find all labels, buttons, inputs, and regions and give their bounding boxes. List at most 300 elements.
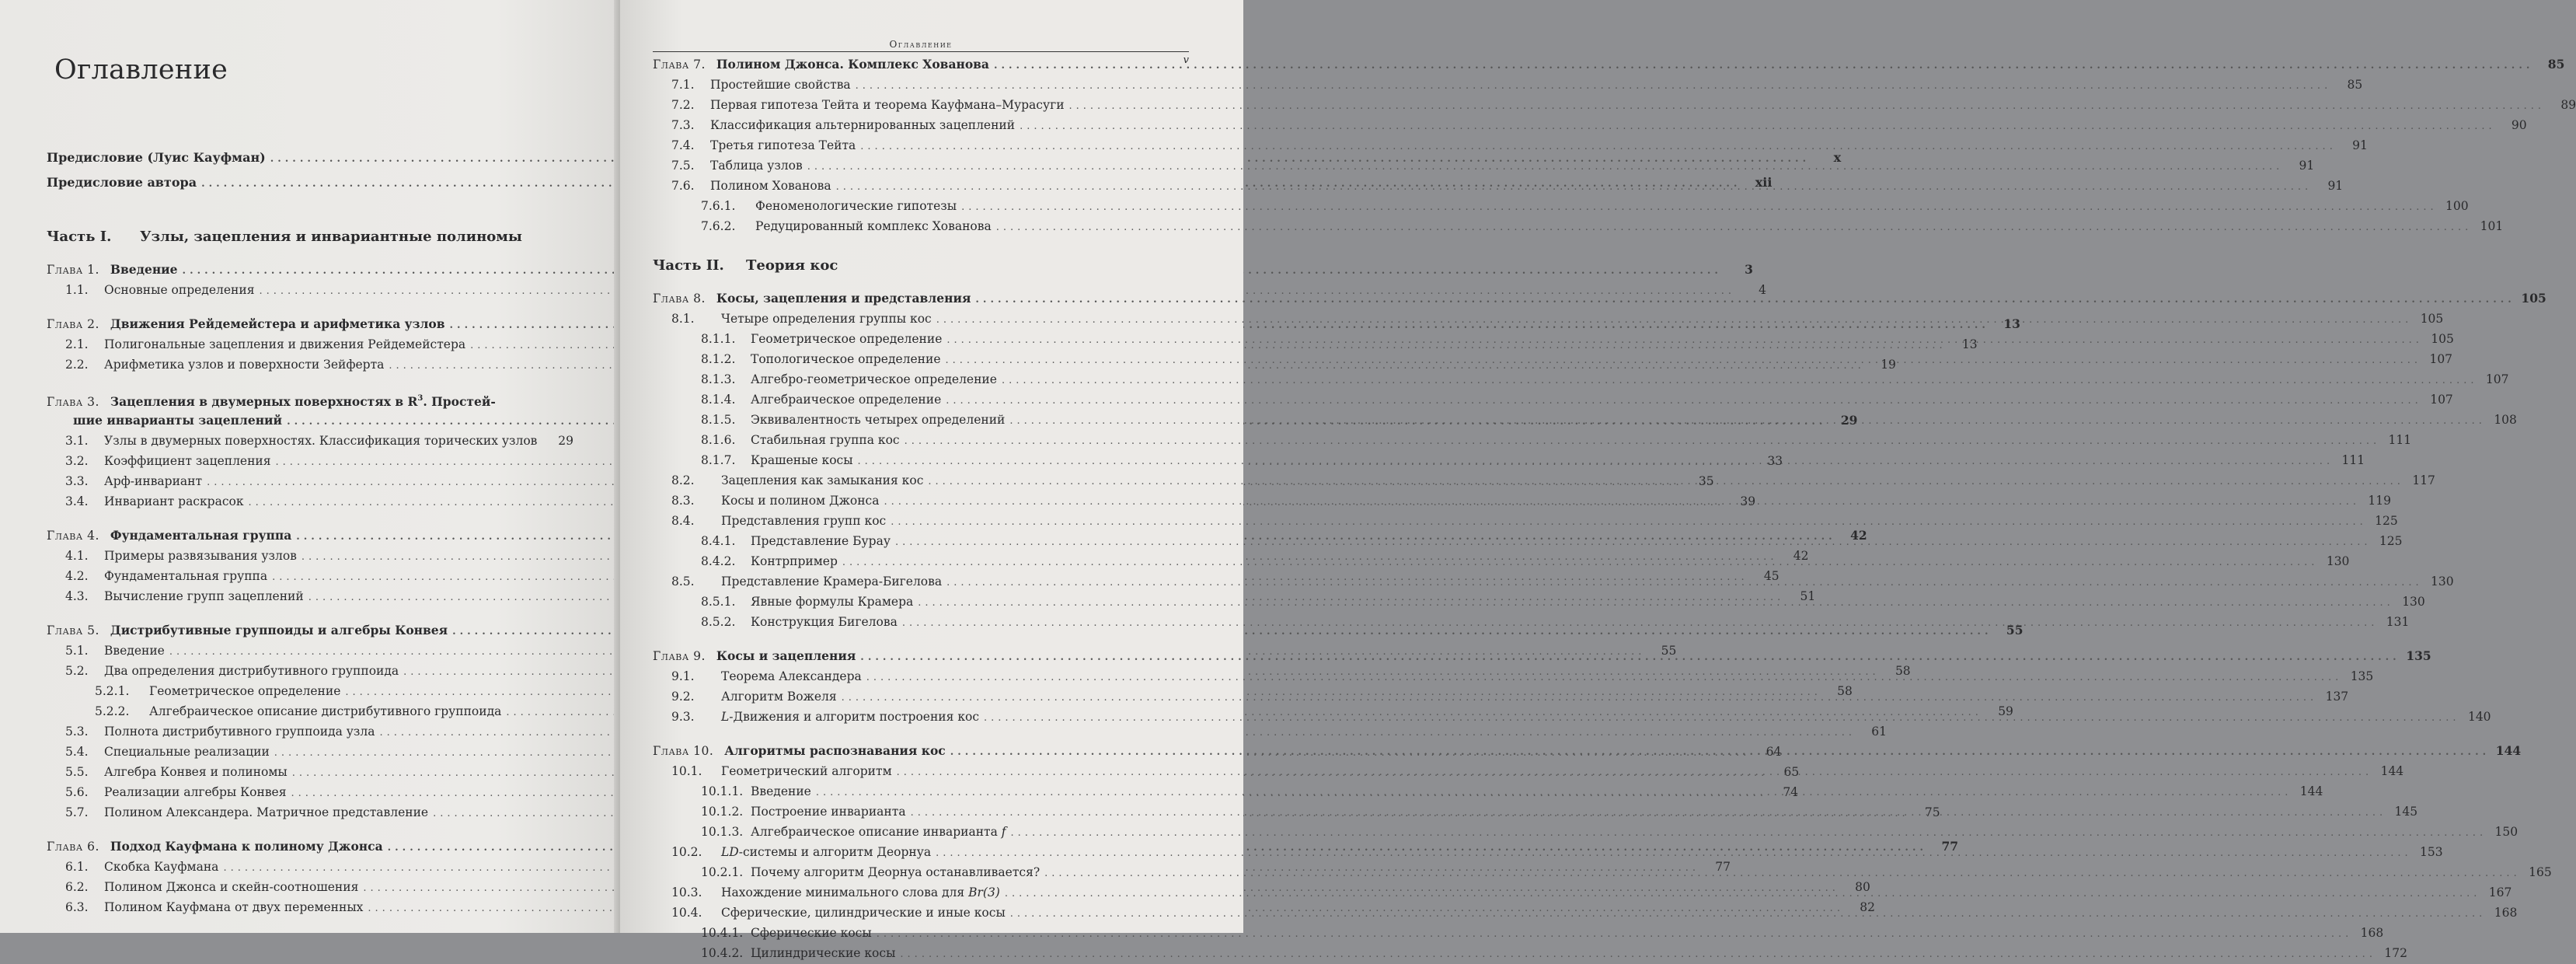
section-number: 8.4.1.	[701, 534, 736, 548]
section-number: 3.4.	[65, 494, 89, 508]
chapter-title: Косы, зацепления и представления	[716, 291, 971, 306]
section-title: Алгебро-геометрическое определение	[751, 372, 997, 386]
section-title: Конструкция Бигелова	[751, 615, 898, 629]
section-page: 135	[2350, 669, 2374, 683]
section-title: Зацепления как замыкания кос	[721, 473, 924, 487]
section-title: Полнота дистрибутивного группоида узла	[104, 725, 375, 739]
section-title: Редуцированный комплекс Хованова	[755, 219, 992, 233]
section-number: 7.2.	[671, 98, 695, 112]
section-page: 153	[2420, 845, 2443, 859]
section-page: 101	[2480, 219, 2504, 233]
section-title: Алгебраическое определение	[751, 393, 942, 407]
chapter-title-part: Зацепления в двумерных поверхностях в R	[110, 394, 418, 409]
section-title-text	[751, 863, 1040, 882]
chapter-heading	[47, 389, 573, 411]
section-title-text	[751, 532, 891, 550]
section-page: 168	[2360, 926, 2384, 940]
section-title: Четыре определения группы кос	[721, 312, 932, 326]
section-title-text	[104, 898, 363, 917]
section-page: 51	[1800, 589, 1816, 603]
section-title: Сферические, цилиндрические и иные косы	[721, 906, 1006, 920]
section-title-text	[104, 763, 288, 781]
section-title-text	[149, 682, 340, 700]
section-title: Нахождение минимального слова для	[721, 885, 965, 899]
section-number: 4.1.	[65, 549, 89, 563]
section-page: 131	[2386, 615, 2410, 629]
subsection-entry	[653, 552, 2350, 572]
section-number: 6.1.	[65, 860, 89, 874]
part-title: Узлы, зацепления и инвариантные полиномы	[140, 229, 522, 245]
chapter-heading	[653, 55, 2565, 75]
preface-title: Предисловие (Луис Кауфман)	[47, 150, 266, 165]
chapter-label: Глава 7.	[653, 58, 706, 72]
section-number: 10.3.	[671, 885, 702, 899]
preface-page: x	[1833, 150, 1842, 165]
section-number: 5.6.	[65, 785, 89, 799]
section-number: 9.2.	[671, 690, 695, 704]
section-title: Топологическое определение	[751, 352, 941, 366]
section-title: Основные определения	[104, 283, 255, 297]
chapter-label: Глава 6.	[47, 840, 99, 854]
section-number: 8.5.1.	[701, 595, 736, 609]
chapter-title: Дистрибутивные группоиды и алгебры Конвея	[110, 623, 448, 637]
chapter-title-part: шие инварианты зацеплений	[73, 413, 283, 428]
section-number: 5.3.	[65, 725, 89, 739]
section-title-text	[104, 472, 202, 491]
chapter-heading-text	[47, 837, 383, 856]
section-title-text	[721, 471, 923, 490]
section-title: Косы и полином Джонса	[721, 494, 880, 508]
section-title-text	[104, 722, 375, 741]
section-page: 80	[1855, 880, 1870, 894]
section-page: 55	[1661, 644, 1677, 658]
section-number: 7.1.	[671, 78, 695, 92]
section-number: 3.2.	[65, 454, 89, 468]
section-number: 10.2.1.	[701, 865, 744, 879]
chapter-page: 135	[2406, 648, 2431, 663]
section-title-text	[721, 512, 886, 530]
section-page: 65	[1783, 765, 1800, 779]
subsection-entry	[653, 823, 2518, 843]
section-page: 125	[2379, 534, 2403, 548]
page-title: Оглавление	[54, 54, 228, 86]
section-title-text	[104, 547, 297, 565]
section-title-text	[104, 587, 304, 606]
section-number: 6.3.	[65, 900, 89, 914]
section-page: 42	[1793, 549, 1809, 563]
section-number: 10.4.1.	[701, 926, 744, 940]
section-title: Контрпример	[751, 554, 838, 568]
section-entry	[47, 722, 1888, 742]
section-number: 8.2.	[671, 473, 695, 487]
section-page: 125	[2375, 514, 2398, 528]
section-page: 117	[2412, 473, 2435, 487]
subsection-entry	[653, 924, 2384, 944]
section-page: 107	[2430, 393, 2453, 407]
section-number: 9.1.	[671, 669, 695, 683]
section-title: Полином Хованова	[710, 179, 831, 193]
section-title-text	[751, 390, 941, 409]
section-title-text	[104, 567, 267, 585]
section-number: 8.4.	[671, 514, 695, 528]
section-page: 58	[1895, 664, 1911, 678]
section-title-text	[751, 330, 942, 348]
section-title: -системы и алгоритм Деорнуа	[738, 845, 932, 859]
section-title-text	[755, 217, 992, 236]
section-title: Полином Александера. Матричное представление	[104, 805, 429, 819]
chapter-heading-text	[653, 647, 856, 665]
section-title-text	[721, 843, 931, 861]
section-page: 74	[1783, 785, 1799, 799]
section-entry	[653, 512, 2398, 532]
section-number: 2.1.	[65, 337, 89, 351]
subsection-entry	[653, 197, 2469, 217]
section-page: 35	[1698, 474, 1714, 488]
chapter-title-part: . Простей-	[423, 394, 496, 409]
section-title-text	[104, 452, 271, 470]
section-math: f	[997, 825, 1006, 839]
section-title: Представления групп кос	[721, 514, 887, 528]
section-page: 82	[1860, 900, 1875, 914]
section-page: 19	[1881, 358, 1896, 372]
section-title: Простейшие свойства	[710, 78, 851, 92]
section-page: 144	[2299, 784, 2323, 798]
chapter-label: Глава 4.	[47, 529, 99, 543]
chapter-title: Введение	[110, 262, 178, 277]
section-title-text	[751, 592, 913, 611]
section-number: 10.4.2.	[701, 946, 744, 960]
chapter-heading-text	[47, 315, 445, 334]
section-title: Фундаментальная группа	[104, 569, 268, 583]
section-number: 10.1.3.	[701, 825, 744, 839]
section-number: 8.1.2.	[701, 352, 736, 366]
section-title: Представление Бурау	[751, 534, 891, 548]
section-title: Два определения дистрибутивного группоида	[104, 664, 399, 678]
section-title: Сферические косы	[751, 926, 872, 940]
section-number: 7.4.	[671, 138, 695, 152]
section-page: 108	[2494, 413, 2517, 427]
section-title: Алгебраическое описание дистрибутивного группоида	[149, 704, 502, 718]
section-title-text	[751, 350, 941, 368]
section-number: 10.2.	[671, 845, 702, 859]
section-title-text	[751, 552, 838, 571]
section-title-text	[104, 431, 537, 450]
section-title: Алгоритм Вожеля	[721, 690, 837, 704]
section-page: 130	[2326, 554, 2350, 568]
section-math: Br(3)	[964, 885, 1000, 899]
section-title: Полигональные зацепления и движения Рейдемейстера	[104, 337, 466, 351]
chapter-heading-text	[47, 621, 448, 640]
section-title: Арифметика узлов и поверхности Зейферта	[104, 358, 385, 372]
section-number: 7.6.	[671, 179, 695, 193]
part-label: Часть II.	[653, 257, 724, 274]
section-title-text	[710, 116, 1015, 134]
section-page: 105	[2431, 332, 2454, 346]
section-page: 130	[2402, 595, 2425, 609]
section-title-text	[104, 355, 384, 374]
section-page: 91	[2352, 138, 2368, 152]
subsection-entry	[653, 431, 2412, 451]
section-title-text	[721, 309, 932, 328]
section-title-text	[751, 924, 872, 942]
section-title: Представление Крамера-Бигелова	[721, 575, 943, 589]
section-page: 140	[2467, 710, 2491, 724]
section-number: 8.1.4.	[701, 393, 736, 407]
section-page: 91	[2299, 159, 2315, 173]
section-title: Коэффициент зацепления	[104, 454, 271, 468]
section-number: 10.1.1.	[701, 784, 744, 798]
section-number: 3.3.	[65, 474, 89, 488]
section-page: 89	[2560, 98, 2576, 112]
section-page: 144	[2380, 764, 2404, 778]
section-page: 172	[2384, 946, 2407, 960]
section-title: Полином Кауфмана от двух переменных	[104, 900, 364, 914]
section-title: Стабильная группа кос	[751, 433, 900, 447]
chapter-heading-text	[47, 260, 178, 279]
subsection-entry	[653, 592, 2425, 613]
section-title-text	[104, 281, 254, 299]
section-number: 8.1.	[671, 312, 695, 326]
section-number: 10.1.	[671, 764, 702, 778]
section-page: 130	[2431, 575, 2454, 589]
section-title-text	[721, 687, 837, 706]
section-number: 8.1.5.	[701, 413, 736, 427]
section-number: 2.2.	[65, 358, 89, 372]
section-title: Вычисление групп зацеплений	[104, 589, 304, 603]
chapter-heading-text	[653, 289, 971, 308]
section-title-text	[104, 335, 465, 354]
section-number: 9.3.	[671, 710, 695, 724]
section-title-text	[104, 492, 244, 511]
chapter-label: Глава 10.	[653, 744, 714, 758]
section-title: Первая гипотеза Тейта и теорема Кауфмана–Мурасуги	[710, 98, 1065, 112]
section-title-text	[751, 451, 853, 470]
section-title: Введение	[104, 644, 165, 658]
section-title: Геометрическое определение	[149, 684, 341, 698]
section-number: 7.5.	[671, 159, 695, 173]
section-math: L	[721, 710, 730, 724]
section-title: Феноменологические гипотезы	[755, 199, 957, 213]
section-page: 45	[1763, 569, 1779, 583]
section-title-text	[104, 803, 428, 822]
section-entry	[653, 96, 2576, 116]
section-number: 8.1.6.	[701, 433, 736, 447]
section-title: Геометрическое определение	[751, 332, 943, 346]
section-number: 8.1.3.	[701, 372, 736, 386]
section-number: 6.2.	[65, 880, 89, 894]
section-entry	[47, 431, 573, 452]
section-title: Теорема Александера	[721, 669, 862, 683]
chapter-heading-text	[653, 742, 946, 760]
section-page: 59	[1998, 704, 2013, 718]
section-page: 145	[2394, 805, 2418, 819]
section-page: 111	[2388, 433, 2412, 447]
section-title: Специальные реализации	[104, 745, 270, 759]
section-title: Введение	[751, 784, 811, 798]
section-title-text	[104, 662, 399, 680]
part-title: Теория кос	[746, 257, 838, 274]
section-title: Арф-инвариант	[104, 474, 203, 488]
preface-page: xii	[1755, 175, 1773, 190]
section-page: 39	[1740, 494, 1756, 508]
section-page: 13	[1961, 337, 1978, 351]
section-title-text	[710, 156, 803, 175]
section-title: Построение инварианта	[751, 805, 906, 819]
chapter-title: Полином Джонса. Комплекс Хованова	[716, 57, 989, 72]
section-title-text	[751, 613, 898, 631]
section-number: 8.5.	[671, 575, 695, 589]
section-title-text	[751, 410, 1005, 429]
section-page: 29	[558, 434, 573, 448]
part-heading	[47, 229, 573, 245]
section-title-text	[755, 197, 957, 215]
chapter-label: Глава 8.	[653, 292, 706, 306]
section-number: 8.5.2.	[701, 615, 736, 629]
section-title-text	[710, 176, 831, 195]
section-page: 64	[1766, 745, 1782, 759]
chapter-heading	[653, 289, 2546, 309]
section-title: Реализации алгебры Конвея	[104, 785, 287, 799]
section-entry	[653, 75, 2363, 96]
section-title-text	[710, 136, 856, 155]
chapter-heading-text	[47, 526, 291, 545]
section-page: 168	[2494, 906, 2518, 920]
section-page: 165	[2529, 865, 2552, 879]
section-title-text	[721, 707, 979, 726]
section-page: 61	[1871, 725, 1888, 739]
chapter-page: 3	[1745, 262, 1753, 277]
section-title: Эквивалентность четырех определений	[751, 413, 1006, 427]
section-number: 5.2.	[65, 664, 89, 678]
section-page: 85	[2347, 78, 2363, 92]
section-number: 8.4.2.	[701, 554, 736, 568]
section-page: 105	[2420, 312, 2444, 326]
section-number: 5.4.	[65, 745, 89, 759]
running-head-page: v	[1183, 54, 1189, 66]
section-title: Цилиндрические косы	[751, 946, 896, 960]
section-number: 5.2.2.	[95, 704, 130, 718]
section-title-text	[721, 572, 942, 591]
section-title-text	[104, 878, 358, 896]
section-page: 107	[2429, 352, 2453, 366]
chapter-title: Фундаментальная группа	[110, 528, 292, 543]
section-title: Третья гипотеза Тейта	[710, 138, 856, 152]
section-title-text	[710, 75, 851, 94]
section-number: 8.3.	[671, 494, 695, 508]
section-page: 77	[1715, 860, 1731, 874]
section-page: 58	[1837, 684, 1853, 698]
section-title-text	[751, 370, 997, 389]
section-title-text	[104, 641, 165, 660]
section-page: 150	[2494, 825, 2518, 839]
section-title: Таблица узлов	[710, 159, 803, 173]
section-title-text	[751, 782, 811, 801]
preface-title: Предисловие автора	[47, 175, 197, 190]
section-title: Крашеные косы	[751, 453, 853, 467]
section-title: Примеры развязывания узлов	[104, 549, 297, 563]
section-number: 5.7.	[65, 805, 89, 819]
chapter-label: Глава 1.	[47, 263, 99, 277]
section-title: Явные формулы Крамера	[751, 595, 914, 609]
subsection-entry	[653, 217, 2504, 237]
section-page: 4	[1759, 283, 1767, 297]
section-page: 137	[2325, 690, 2349, 704]
section-title-text	[751, 802, 906, 821]
chapter-page: 29	[1840, 413, 1858, 428]
section-math: LD	[721, 845, 739, 859]
chapter-heading-text	[653, 55, 989, 74]
part-heading	[653, 257, 1189, 274]
section-title-text	[721, 667, 862, 686]
chapter-label: Глава 3.	[47, 395, 99, 409]
chapter-page: 55	[2006, 623, 2024, 637]
section-title-text	[149, 702, 501, 721]
section-title-text	[721, 762, 892, 781]
chapter-title: Подход Кауфмана к полиному Джонса	[110, 839, 383, 854]
section-number: 3.1.	[65, 434, 89, 448]
section-number: 5.1.	[65, 644, 89, 658]
section-title-text	[721, 883, 1000, 902]
chapter-page: 144	[2495, 743, 2522, 758]
section-title: Классификация альтернированных зацеплений	[710, 118, 1016, 132]
section-page: 33	[1767, 454, 1783, 468]
section-title-text	[721, 491, 879, 510]
subsection-entry	[653, 944, 2407, 964]
section-entry	[653, 116, 2527, 136]
section-title: Полином Джонса и скейн-соотношения	[104, 880, 359, 894]
chapter-page: 42	[1850, 528, 1867, 543]
chapter-label: Глава 2.	[47, 317, 99, 331]
section-number: 8.1.1.	[701, 332, 736, 346]
subsection-entry	[653, 370, 2509, 390]
section-number: 10.1.2.	[701, 805, 744, 819]
section-title: Почему алгоритм Деорнуа останавливается?	[751, 865, 1041, 879]
section-number: 7.3.	[671, 118, 695, 132]
chapter-page: 77	[1941, 839, 1959, 854]
section-title-text	[751, 431, 900, 449]
subsection-entry	[653, 390, 2453, 410]
section-page: 100	[2445, 199, 2469, 213]
section-number: 10.4.	[671, 906, 702, 920]
part-label: Часть I.	[47, 229, 112, 245]
chapter-title-superscript: 3	[417, 394, 424, 403]
section-number: 5.5.	[65, 765, 89, 779]
section-title: Узлы в двумерных поверхностях. Классификация торических узлов	[104, 434, 538, 448]
section-title-text	[104, 783, 287, 802]
chapter-title: Движения Рейдемейстера и арифметика узлов	[110, 316, 445, 331]
section-title: Скобка Кауфмана	[104, 860, 219, 874]
chapter-page: 85	[2547, 57, 2565, 72]
section-title-text	[104, 742, 270, 761]
section-title-text	[751, 823, 1006, 841]
section-title: Алгебраическое описание инварианта	[751, 825, 998, 839]
chapter-label: Глава 9.	[653, 649, 706, 663]
section-page: 119	[2368, 494, 2391, 508]
section-entry	[653, 136, 2368, 156]
section-title: Алгебра Конвея и полиномы	[104, 765, 288, 779]
section-page: 91	[2327, 179, 2344, 193]
chapter-page: 105	[2521, 291, 2546, 306]
section-title: -Движения и алгоритм построения кос	[729, 710, 980, 724]
section-title-text	[104, 857, 218, 876]
section-page: 90	[2511, 118, 2527, 132]
section-title-text	[710, 96, 1065, 114]
section-number: 1.1.	[65, 283, 89, 297]
section-number: 4.2.	[65, 569, 89, 583]
section-title: Инвариант раскрасок	[104, 494, 244, 508]
section-page: 111	[2341, 453, 2365, 467]
section-page: 75	[1924, 805, 1940, 819]
